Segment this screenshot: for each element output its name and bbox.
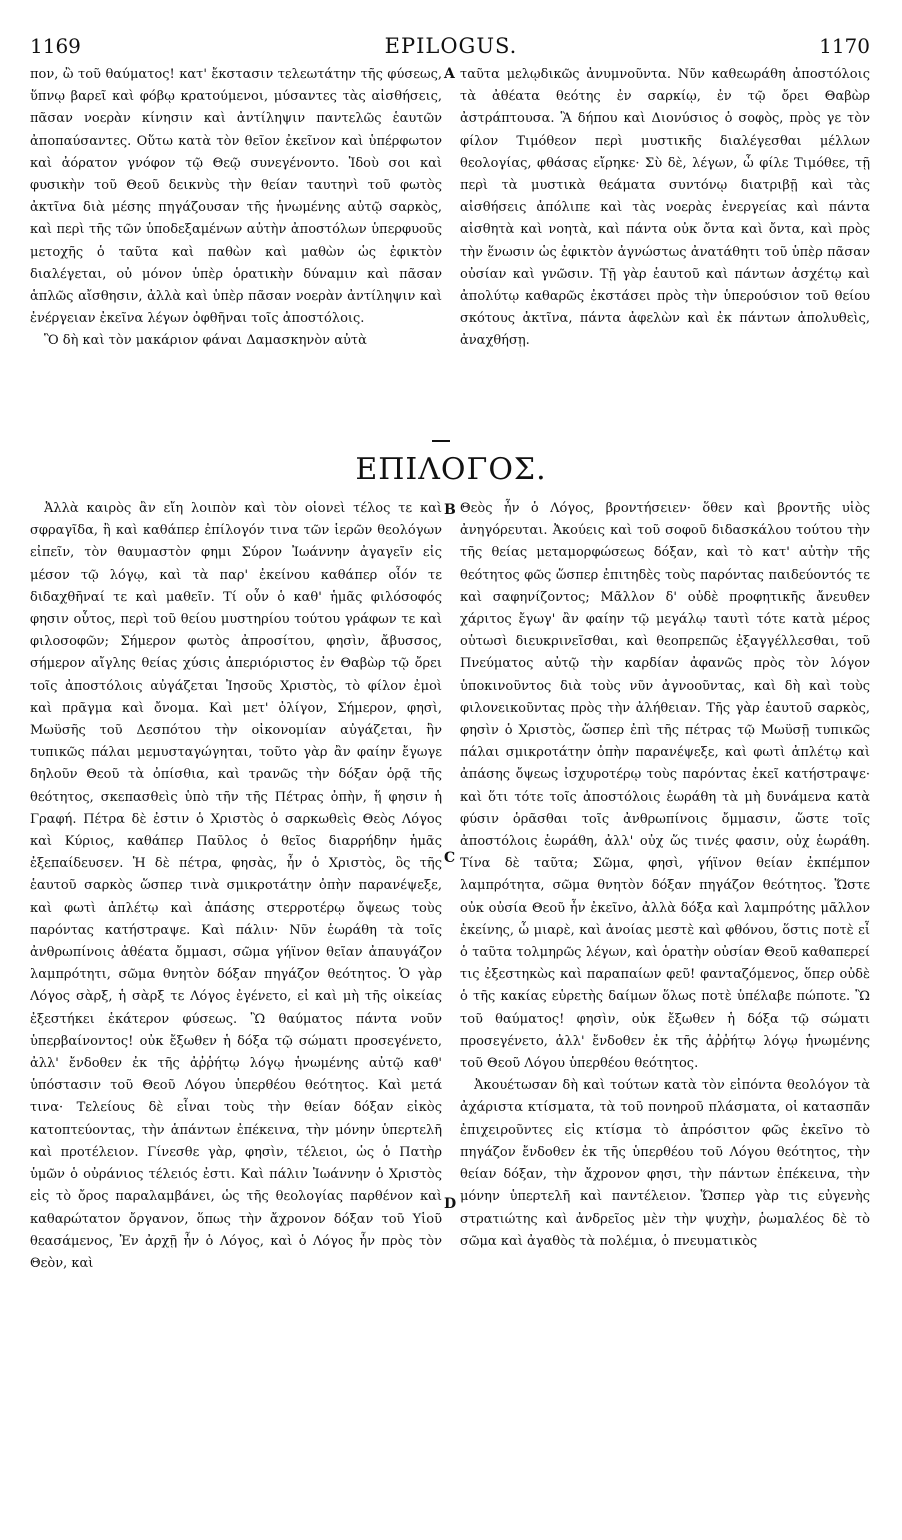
page-number-right: 1170 — [819, 34, 870, 58]
running-title: EPILOGUS. — [384, 34, 518, 58]
page-number-left: 1169 — [30, 34, 81, 58]
top-left-column — [30, 64, 442, 434]
section-title: ΕΠΙΛΟΓΟΣ. — [355, 452, 547, 487]
bottom-left-column — [30, 498, 442, 1518]
paragraph: Ἀκουέτωσαν δὴ καὶ τούτων κατὰ τὸν εἰπόντα θεολόγον τὰ ἀχάριστα κτίσματα, τὰ τοῦ πονηροῦ πλάσματα, οἱ κατασπᾶν ἐπιχειροῦντες εἰς κτίσμα τὸ ἀπρόσιτον φῶς ἐκεῖνο τὸ πηγάζον ἔνδοθεν ἐκ τῆς ὑπερθέου τοῦ Λόγου θεότητος, τὴν θείαν δόξαν, τὴν ἄχρονον φησι, τὴν πάντων ἐπέκεινα, τὴν μόνην ὑπερτελῆ καὶ παντέλειον. Ὥσπερ γὰρ τις εὐγενὴς στρατιώτης καὶ ἀνδρεῖος μὲν τὴν ψυχὴν, ῥωμαλέος δὲ τὸ σῶμα καὶ ἀγαθὸς τὰ πολέμια, ὁ πνευματικὸς — [460, 1078, 870, 1249]
bottom-right-column — [460, 498, 870, 1518]
page-header — [0, 34, 902, 64]
margin-marker-a: A — [444, 66, 455, 82]
paragraph: πον, ὢ τοῦ θαύματος! κατ' ἔκστασιν τελεωτάτην τῆς φύσεως, ὕπνῳ βαρεῖ καὶ φόβῳ κρατούμενοι, μύσαντες τὰς αἰσθήσεις, πᾶσαν νοερὰν κίνησιν καὶ ἀντίληψιν παντελῶς ἑαυτῶν ἀποπαύσαντες. Οὕτω κατὰ τὸν θεῖον ἐκεῖνον καὶ ὑπέρφωτον καὶ ἀόρατον γνόφον τῷ Θεῷ συνεγένοντο. Ἰδοὺ σοι καὶ φυσικὴν τοῦ Θεοῦ δεικνὺς τὴν θείαν ταυτηνὶ τοῦ φωτὸς ἀκτῖνα διὰ μέσης πηγάζουσαν τῆς ἡνωμένης αὐτῷ σαρκὸς, καὶ περὶ τῆς τῶν ὑποδεξαμένων αὐτὴν ἀποστόλων ὑπερφυοῦς μετοχῆς ὁ ταῦτα καὶ παθὼν καὶ μαθὼν ὡς ἐφικτὸν διαλέγεται, οὐ μόνον ὑπὲρ ὁρατικὴν δύναμιν καὶ πᾶσαν ἁπλῶς αἴσθησιν, ἀλλὰ καὶ ὑπὲρ πᾶσαν νοερὰν ἀντίληψιν καὶ ἐνέργειαν ἐκεῖνα λέγων ὀφθῆναι τοῖς ἀποστόλοις. — [30, 67, 442, 327]
margin-marker-d: D — [444, 1196, 457, 1212]
paragraph: Ὃ δὴ καὶ τὸν μακάριον φάναι Δαμασκηνὸν αὐτὰ — [44, 333, 367, 349]
margin-marker-c: C — [444, 850, 456, 866]
paragraph: Θεὸς ἦν ὁ Λόγος, βροντήσειεν· ὅθεν καὶ βροντῆς υἱὸς ἀνηγόρευται. Ἀκούεις καὶ τοῦ σοφοῦ διδασκάλου τούτου τὴν τῆς θείας μεταμορφώσεως δόξαν, καὶ τὸ κατ' αὐτὴν τῆς θεότητος φῶς ὥσπερ ἐπιτηδὲς τοὺς παρόντας παιδεύοντός τε καὶ σαφηνίζοντος; Μᾶλλον δ' οὐδὲ προφητικῆς ἄνευθεν χάριτος ἔγωγ' ἂν φαίην τῷ μεγάλῳ ταυτὶ τότε κατὰ μέρος οὑτωσὶ διευκρινεῖσθαι, καὶ θεοπρεπῶς ἐξαγγέλλεσθαι, τοῦ Πνεύματος αὐτῷ τὴν καρδίαν ἀφανῶς πρὸς τὸν λόγον ὑποκινοῦντος διὰ τοὺς νῦν ἀγνοοῦντας, καὶ δὴ καὶ τοὺς φιλονεικοῦντας πρὸς τὴν ἀλήθειαν. Τῆς γὰρ ἑαυτοῦ σαρκὸς, φησὶν ὁ Χριστὸς, ὥσπερ ἐπὶ τῆς πέτρας τῷ Μωϋσῇ τυπικῶς πάλαι σμικροτάτην ὀπὴν παρανέψεξε, καὶ φωτὶ ἀπλέτῳ καὶ ἀπάσης ὄψεως ἰσχυροτέρῳ τοὺς παρόντας ἐκεῖ κατήστραψε· καὶ ὅτι τότε τοῖς ἀποστόλοις ἑωράθη τὰ μὴ δυνάμενα κατὰ φύσιν ὁρᾶσθαι τοῖς ἀνθρωπίνοις ὄμμασιν, ὥστε τοῖς ἀποστόλοις ἑωράθη, ἀλλ' οὐχ ὥς τινές φασιν, οὐχ ἑωράθη. Τίνα δὲ ταῦτα; Σῶμα, φησὶ, γήϊνον θείαν ἐκπέμπον λαμπρότητα, σῶμα θνητὸν δόξαν πηγάζον θεότητος. Ὥστε οὐκ οὐσία Θεοῦ ἦν ἐκεῖνο, ἀλλὰ δόξα καὶ λαμπρότης μᾶλλον ἐκείνης, ὦ μιαρὲ, καὶ ἀνοίας μεστὲ καὶ φθόνου, ὅστις ποτὲ εἶ ὁ ταῦτα τολμηρῶς λέγων, καὶ ὁρατὴν οὐσίαν Θεοῦ καθαπερεί τις ἐξεστηκὼς καὶ παραπαίων φεῦ! φανταζόμενος, ὅπερ οὐδὲ ὁ τῆς κακίας εὑρετὴς δαίμων ὅλως ποτὲ ὑπέλαβε πώποτε. Ὢ τοῦ θαύματος! φησὶν, οὐκ ἔξωθεν ἡ δόξα τῷ σώματι προσεγένετο, ἀλλ' ἔνδοθεν ἐκ τῆς ἀῤῥήτῳ λόγῳ ἡνωμένης τοῦ Θεοῦ Λόγου ὑπερθέου θεότητος. — [460, 501, 870, 1072]
margin-marker-b: B — [444, 502, 456, 518]
paragraph: ταῦτα μελῳδικῶς ἀνυμνοῦντα. Νῦν καθεωράθη ἀποστόλοις τὰ ἀθέατα θεότης ἐν σαρκίῳ, ἐν τῷ ὄρει Θαβὼρ ἀστράπτουσα. Ἃ δήπου καὶ Διονύσιος ὁ σοφὸς, πρὸς γε τὸν φίλον Τιμόθεον περὶ μυστικῆς διαλέγεσθαι μέλλων θεολογίας, φθάσας εἴρηκε· Σὺ δὲ, λέγων, ὦ φίλε Τιμόθεε, τῇ περὶ τὰ μυστικὰ θεάματα συντόνῳ διατριβῇ καὶ τὰς αἰσθήσεις ἀπόλιπε καὶ τὰς νοερὰς ἐνεργείας καὶ πάντα αἰσθητὰ καὶ νοητὰ, καὶ πάντα οὐκ ὄντα καὶ ὄντα, καὶ πρὸς τὴν ἕνωσιν ὡς ἐφικτὸν ἀγνώστως ἀνατάθητι τοῦ ὑπὲρ πᾶσαν οὐσίαν καὶ γνῶσιν. Τῇ γὰρ ἑαυτοῦ καὶ πάντων ἀσχέτῳ καὶ ἀπολύτῳ καθαρῶς ἐκστάσει πρὸς τὴν ὑπερούσιον τοῦ θείου σκότους ἀκτῖνα, πάντα ἀφελὼν καὶ ἐκ πάντων ἀπολυθεὶς, ἀναχθήσῃ. — [460, 67, 870, 349]
paragraph: Ἀλλὰ καιρὸς ἂν εἴη λοιπὸν καὶ τὸν οἱονεὶ τέλος τε καὶ σφραγῖδα, ἢ καὶ καθάπερ ἐπίλογόν τινα τῶν ἱερῶν θεολόγων εἰπεῖν, τὸν θαυμαστὸν φημι Σύρον Ἰωάννην ἀγαγεῖν εἰς μέσον τῷ λόγῳ, καὶ τὰ παρ' ἐκείνου καθάπερ οἷόν τε διδαχθῆναί τε καὶ μαθεῖν. Τί οὖν ὁ καθ' ἡμᾶς φιλόσοφός φησιν οὗτος, περὶ τοῦ θείου μυστηρίου τούτου γράφων τε καὶ φιλοσοφῶν; Σήμερον φωτὸς ἀπροσίτου, φησὶν, ἄβυσσος, σήμερον αἴγλης θείας χύσις ἀπεριόριστος ἐν Θαβὼρ τῷ ὄρει τοῖς ἀποστόλοις αὐγάζεται Ἰησοῦς Χριστὸς, τὸ φίλον ἐμοὶ καὶ πρᾶγμα καὶ ὄνομα. Καὶ μετ' ὀλίγον, Σήμερον, φησὶ, Μωϋσῆς τοῦ Δεσπότου τὴν οἰκονομίαν αὐγάζεται, ἣν τυπικῶς πάλαι μεμυσταγώγηται, τοῦτο γὰρ ἂν φαίην ἔγωγε δηλοῦν Θεοῦ τὰ ὀπίσθια, καὶ τρανῶς τὴν δόξαν ὁρᾷ τῆς θεότητος, σκεπασθεὶς ὑπὸ τῆν τῆς Πέτρας ὀπὴν, ἥ φησιν ἡ Γραφή. Πέτρα δὲ ἐστιν ὁ Χριστὸς ὁ σαρκωθεὶς Θεὸς Λόγος καὶ Κύριος, καθάπερ Παῦλος ὁ θεῖος διαρρήδην ἡμᾶς ἐξεπαίδευσεν. Ἡ δὲ πέτρα, φησὰς, ἦν ὁ Χριστὸς, ὃς τῆς ἑαυτοῦ σαρκὸς ὥσπερ τινὰ σμικροτάτην ὀπὴν παρανέψεξε, καὶ φωτὶ ἀπλέτῳ καὶ ἀπάσης στερροτέρῳ ὄψεως τοὺς παρόντας κατήστραψε. Καὶ πάλιν· Νῦν ἑωράθη τὰ τοῖς ἀνθρωπίνοις ἀθέατα ὄμμασι, σῶμα γήϊνον θεῖαν ἀπαυγάζον λαμπρότητι, σῶμα θνητὸν δόξαν πηγάζον θεότητος. Ὁ γὰρ Λόγος σὰρξ, ἡ σὰρξ τε Λόγος ἐγένετο, εἰ καὶ μὴ τῆς οἰκείας ἐξεστήκει ἑκάτερον φύσεως. Ὢ θαύματος πάντα νοῦν ὑπερβαίνοντος! οὐκ ἔξωθεν ἡ δόξα τῷ σώματι προσεγένετο, ἀλλ' ἔνδοθεν ἐκ τῆς ἀῤῥήτῳ λόγῳ ἡνωμένης αὐτῷ καθ' ὑπόστασιν τοῦ Θεοῦ Λόγου ὑπερθέου θεότητος. Καὶ μετά τινα· Τελείους δὲ εἶναι τοὺς τὴν θείαν δόξαν εἰκὸς κατοπτεύοντας, τὴν ἁπάντων ἐπέκεινα, τὴν μόνην ὑπερτελῆ καὶ προτέλειον. Γίνεσθε γὰρ, φησὶν, τέλειοι, ὡς ὁ Πατὴρ ὑμῶν ὁ οὐράνιος τέλειός ἐστι. Καὶ πάλιν Ἰωάννην ὁ Χριστὸς εἰς τὸ ὄρος παραλαμβάνει, ὡς τῆς θεολογίας παρθένον καὶ καθαρώτατον ὄργανον, ὅπως τὴν ἄχρονον δόξαν τοῦ Υἱοῦ θεασάμενος, Ἐν ἀρχῇ ἦν ὁ Λόγος, καὶ ὁ Λόγος ἦν πρὸς τὸν Θεὸν, καὶ — [30, 501, 442, 1271]
section-divider — [432, 440, 450, 442]
top-right-column — [460, 64, 870, 404]
